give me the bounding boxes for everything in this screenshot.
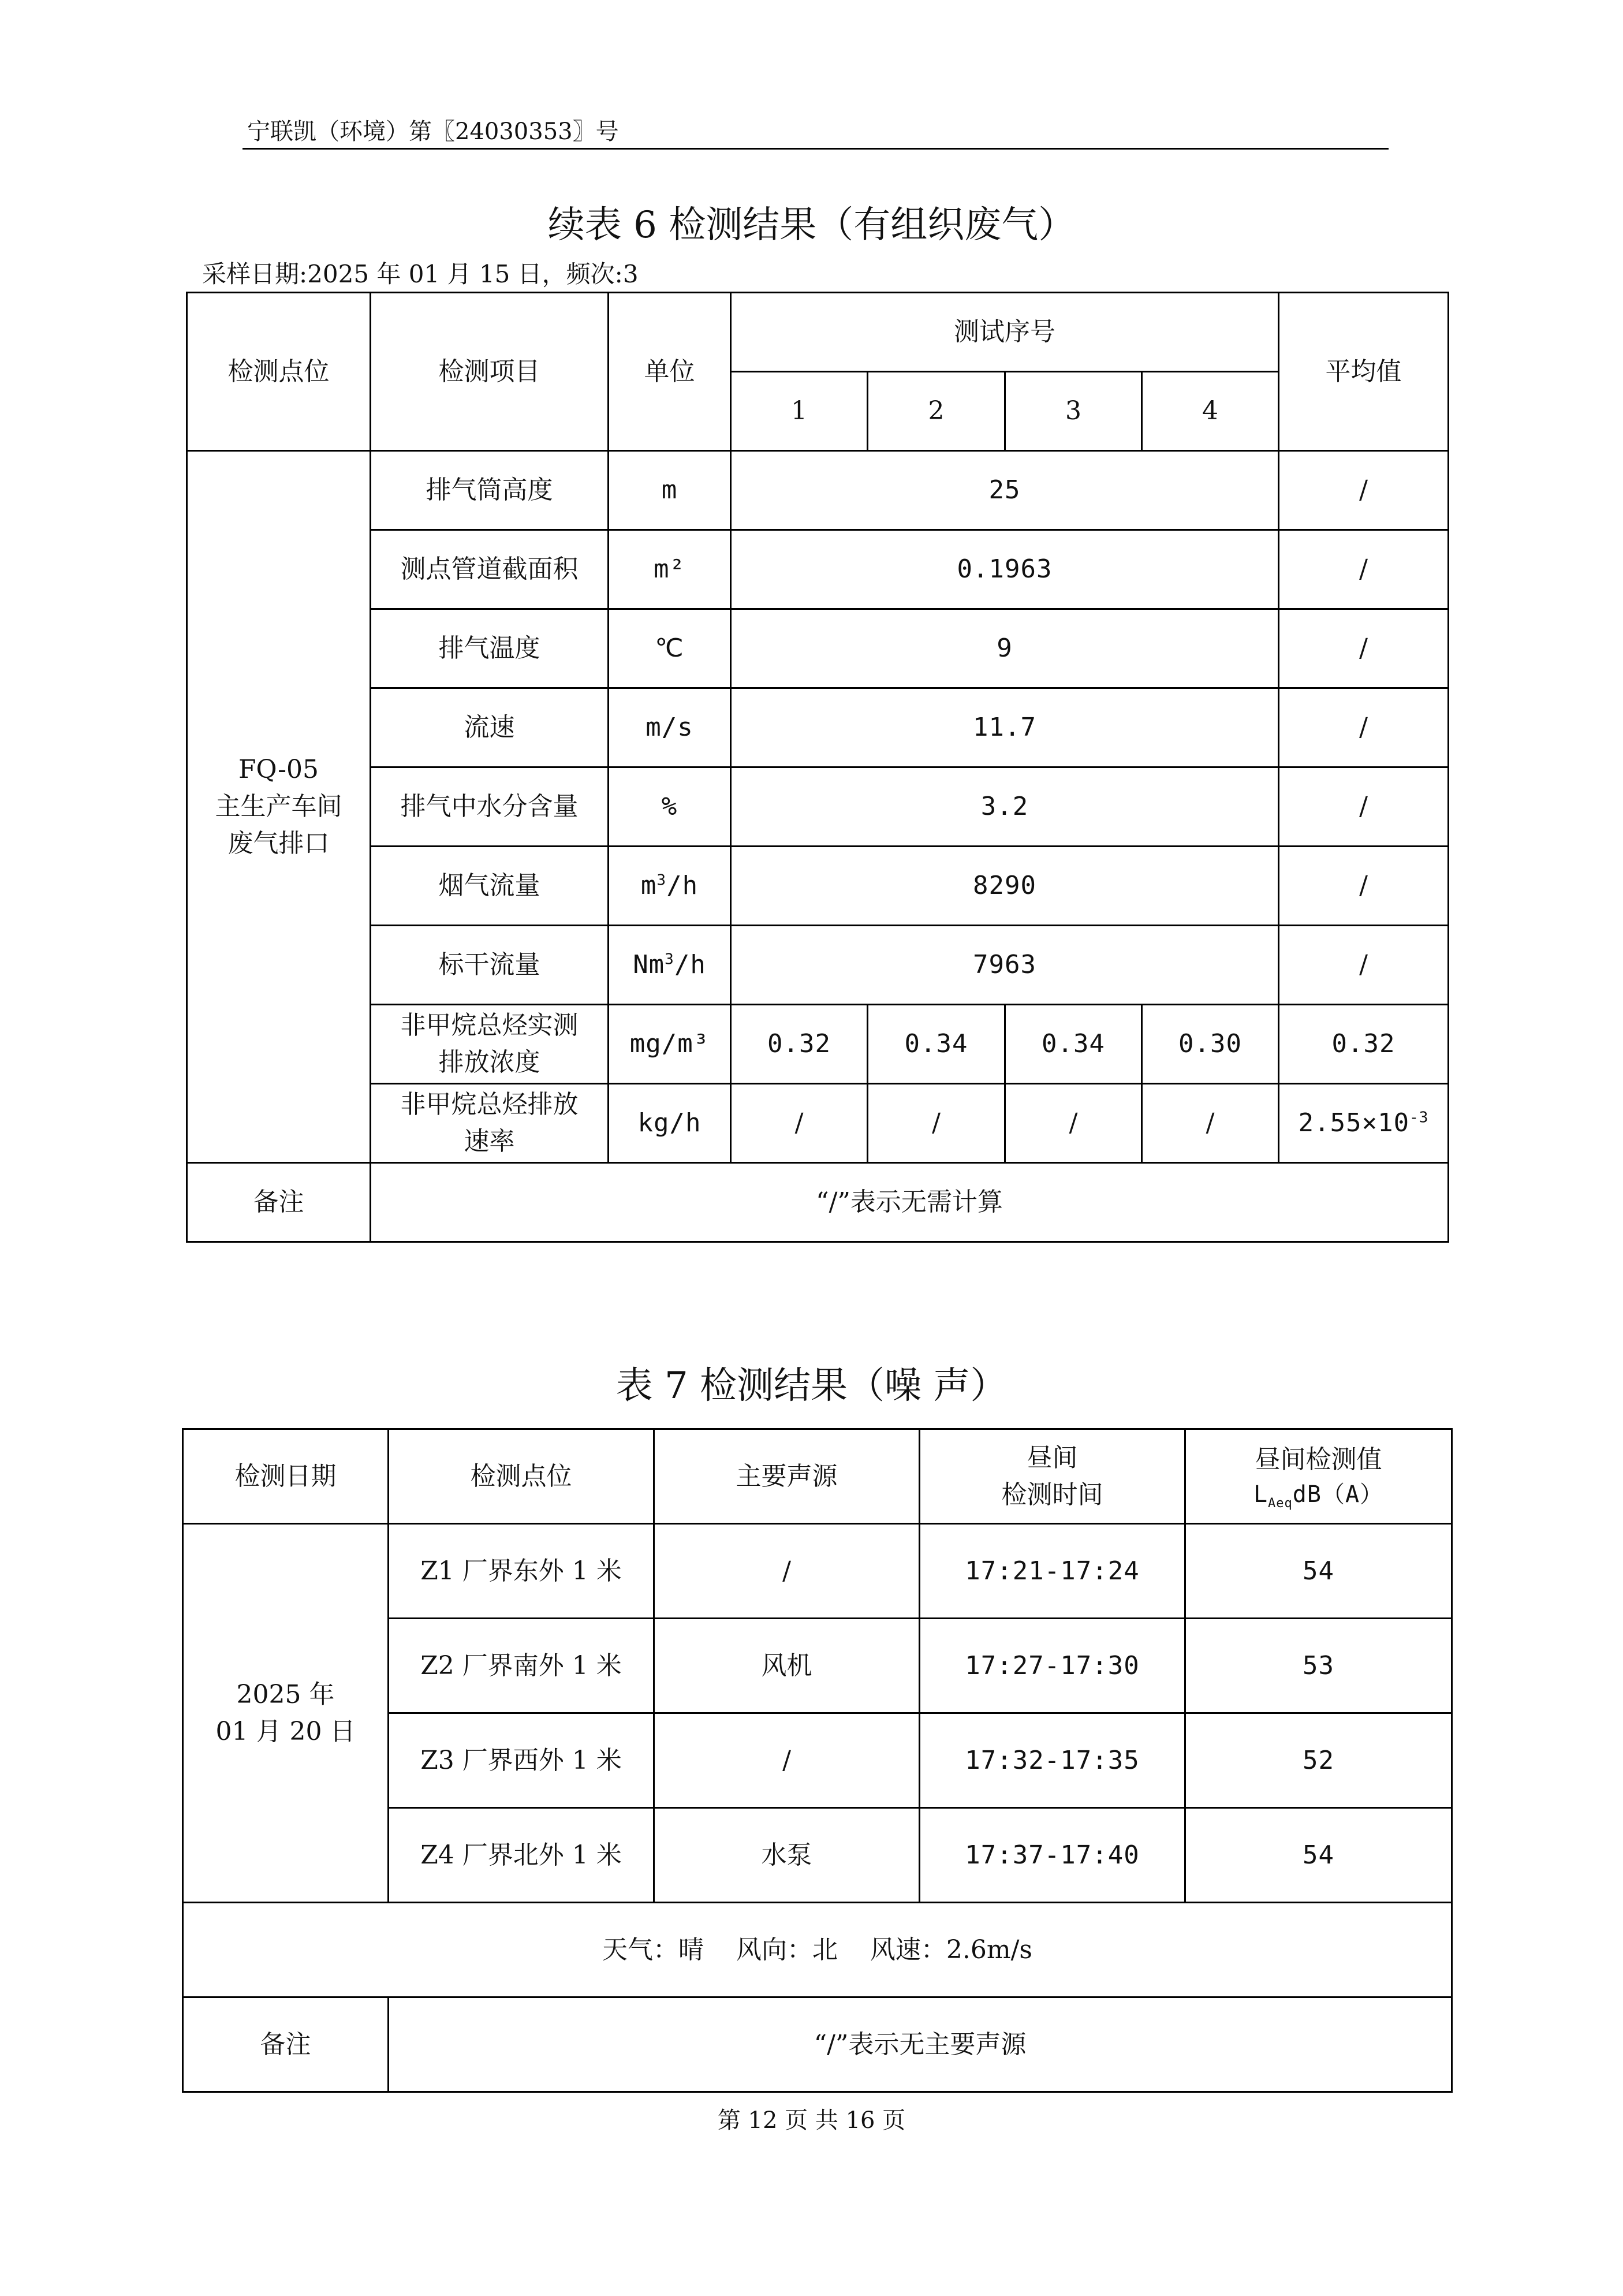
row-average: /: [1279, 530, 1449, 609]
table6-title: 续表 6 检测结果（有组织废气）: [547, 204, 1076, 247]
nmhc-rate-item-line1: 非甲烷总烃排放: [400, 1090, 579, 1120]
row-value: 3.2: [731, 767, 1279, 847]
row-unit: m²: [609, 530, 731, 609]
header-time-line2: 检测时间: [1001, 1479, 1103, 1509]
header-seq-2: 2: [868, 372, 1005, 451]
laeq-symbol: L: [1253, 1481, 1268, 1508]
row-unit: [609, 847, 731, 926]
nmhc-rate-seq1: /: [731, 1084, 868, 1163]
nmhc-rate-seq2: /: [868, 1084, 1005, 1163]
noise-point: Z1 厂界东外 1 米: [389, 1524, 654, 1619]
header-value: [1185, 1429, 1452, 1524]
unit-exponent: 3: [656, 871, 667, 889]
remark-text: “/”表示无主要声源: [389, 1997, 1452, 2092]
weather-info: 天气：晴 风向：北 风速：2.6m/s: [183, 1903, 1452, 1997]
noise-value: 54: [1185, 1808, 1452, 1903]
remark-text: “/”表示无需计算: [371, 1163, 1449, 1242]
detection-date: [183, 1524, 389, 1903]
page-number: 第 12 页 共 16 页: [717, 2107, 906, 2134]
nmhc-rate-unit: kg/h: [609, 1084, 731, 1163]
row-item: 排气筒高度: [371, 451, 609, 530]
nmhc-rate-seq4: /: [1142, 1084, 1279, 1163]
rate-average-exponent: -3: [1409, 1109, 1429, 1127]
unit-exponent: 3: [665, 951, 674, 968]
row-value: 25: [731, 451, 1279, 530]
noise-time: 17:27-17:30: [920, 1619, 1185, 1713]
noise-point: Z2 厂界南外 1 米: [389, 1619, 654, 1713]
table7-noise-results: [182, 1428, 1453, 2093]
noise-value: 53: [1185, 1619, 1452, 1713]
row-item: 流速: [371, 688, 609, 767]
header-seq-1: 1: [731, 372, 868, 451]
row-item: 排气温度: [371, 609, 609, 688]
header-average: 平均值: [1279, 293, 1449, 451]
nmhc-rate-average: [1279, 1084, 1449, 1163]
point-outlet: 废气排口: [227, 828, 330, 858]
unit-tail: /h: [674, 950, 706, 980]
nmhc-conc-seq4: 0.30: [1142, 1005, 1279, 1084]
nmhc-rate-item-line2: 速率: [464, 1127, 515, 1156]
detection-date-day: 01 月 20 日: [215, 1716, 356, 1746]
row-unit: %: [609, 767, 731, 847]
header-source: 主要声源: [654, 1429, 920, 1524]
header-time: [920, 1429, 1185, 1524]
nmhc-conc-seq3: 0.34: [1005, 1005, 1142, 1084]
row-average: /: [1279, 767, 1449, 847]
row-item: 标干流量: [371, 926, 609, 1005]
laeq-unit: dB（A）: [1292, 1481, 1384, 1508]
noise-source: /: [654, 1713, 920, 1808]
row-average: /: [1279, 609, 1449, 688]
nmhc-conc-item-line2: 排放浓度: [438, 1048, 540, 1077]
point-code: FQ-05: [238, 755, 319, 785]
point-location: 主生产车间: [215, 792, 342, 822]
header-time-line1: 昼间: [1027, 1443, 1078, 1473]
row-unit: m: [609, 451, 731, 530]
nmhc-conc-seq2: 0.34: [868, 1005, 1005, 1084]
header-seq-3: 3: [1005, 372, 1142, 451]
row-value: 11.7: [731, 688, 1279, 767]
row-average: /: [1279, 688, 1449, 767]
header-seq-4: 4: [1142, 372, 1279, 451]
row-unit: [609, 926, 731, 1005]
unit-base: Nm: [633, 950, 665, 980]
laeq-subscript: Aeq: [1268, 1496, 1293, 1511]
nmhc-rate-item: [371, 1084, 609, 1163]
row-item: 烟气流量: [371, 847, 609, 926]
sampling-point-cell: [187, 451, 371, 1163]
unit-tail: /h: [666, 871, 699, 901]
row-unit: m/s: [609, 688, 731, 767]
row-value: 9: [731, 609, 1279, 688]
header-item: 检测项目: [371, 293, 609, 451]
nmhc-conc-item-line1: 非甲烷总烃实测: [400, 1011, 579, 1041]
header-value-line1: 昼间检测值: [1255, 1444, 1382, 1474]
noise-source: 水泵: [654, 1808, 920, 1903]
nmhc-rate-seq3: /: [1005, 1084, 1142, 1163]
nmhc-conc-average: 0.32: [1279, 1005, 1449, 1084]
remark-label: 备注: [187, 1163, 371, 1242]
noise-point: Z3 厂界西外 1 米: [389, 1713, 654, 1808]
nmhc-conc-seq1: 0.32: [731, 1005, 868, 1084]
header-test-seq: 测试序号: [731, 293, 1279, 372]
noise-source: /: [654, 1524, 920, 1619]
noise-point: Z4 厂界北外 1 米: [389, 1808, 654, 1903]
table7-title: 表 7 检测结果（噪 声）: [615, 1365, 1008, 1407]
row-average: /: [1279, 451, 1449, 530]
header-date: 检测日期: [183, 1429, 389, 1524]
row-average: /: [1279, 847, 1449, 926]
rate-average-base: 2.55×10: [1298, 1108, 1410, 1138]
row-value: 8290: [731, 847, 1279, 926]
noise-time: 17:37-17:40: [920, 1808, 1185, 1903]
detection-date-year: 2025 年: [236, 1679, 335, 1709]
header-divider: [242, 148, 1389, 150]
row-item: 排气中水分含量: [371, 767, 609, 847]
remark-label: 备注: [183, 1997, 389, 2092]
header-unit: 单位: [609, 293, 731, 451]
row-unit: ℃: [609, 609, 731, 688]
table6-exhaust-results: [186, 292, 1449, 1243]
header-point: 检测点位: [187, 293, 371, 451]
noise-time: 17:21-17:24: [920, 1524, 1185, 1619]
row-value: 0.1963: [731, 530, 1279, 609]
noise-time: 17:32-17:35: [920, 1713, 1185, 1808]
unit-base: m: [640, 871, 657, 901]
noise-value: 52: [1185, 1713, 1452, 1808]
nmhc-conc-item: [371, 1005, 609, 1084]
noise-source: 风机: [654, 1619, 920, 1713]
header-value-line2: [1186, 1478, 1451, 1511]
document-reference: 宁联凯（环境）第〖24030353〗号: [247, 118, 619, 145]
header-point: 检测点位: [389, 1429, 654, 1524]
row-item: 测点管道截面积: [371, 530, 609, 609]
table6-sampling-info: 采样日期:2025 年 01 月 15 日，频次:3: [202, 260, 639, 288]
nmhc-conc-unit: mg/m³: [609, 1005, 731, 1084]
noise-value: 54: [1185, 1524, 1452, 1619]
row-average: /: [1279, 926, 1449, 1005]
row-value: 7963: [731, 926, 1279, 1005]
